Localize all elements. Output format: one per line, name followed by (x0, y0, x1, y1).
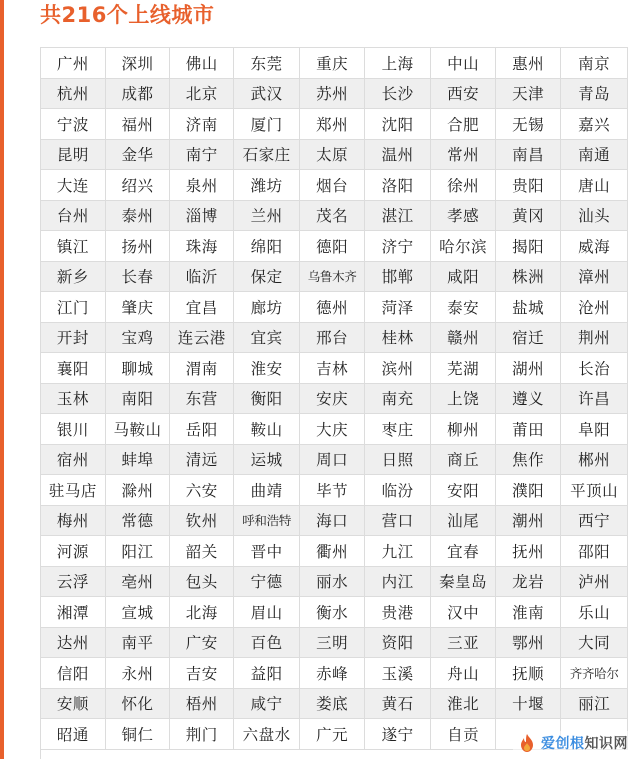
city-cell: 铜仁 (105, 719, 169, 750)
city-cell: 保定 (234, 261, 300, 292)
city-cell: 阜阳 (560, 414, 628, 445)
city-cell: 贵阳 (496, 170, 561, 201)
city-cell: 毕节 (299, 475, 365, 506)
table-row (41, 444, 628, 475)
city-cell: 泉州 (170, 170, 234, 201)
table-row (41, 536, 628, 567)
city-cell: 唐山 (560, 170, 628, 201)
city-cell: 上海 (365, 48, 431, 78)
table-row (41, 658, 628, 689)
city-cell: 南京 (560, 48, 628, 78)
city-cell: 常德 (105, 505, 169, 536)
city-cell: 海口 (299, 505, 365, 536)
city-cell: 深圳 (105, 48, 169, 78)
city-cell: 九江 (365, 536, 431, 567)
city-cell: 长治 (560, 353, 628, 384)
city-cell: 银川 (41, 414, 105, 445)
watermark (513, 731, 632, 755)
city-cell: 潮州 (496, 505, 561, 536)
table-row (41, 627, 628, 658)
city-cell: 贵港 (365, 597, 431, 628)
table-row (41, 170, 628, 201)
city-table (41, 48, 628, 750)
city-cell: 商丘 (430, 444, 496, 475)
city-cell: 德阳 (299, 231, 365, 262)
watermark-text (541, 733, 628, 753)
city-cell: 苏州 (299, 78, 365, 109)
city-cell: 芜湖 (430, 353, 496, 384)
city-cell: 河源 (41, 536, 105, 567)
city-cell: 潍坊 (234, 170, 300, 201)
city-cell: 淮北 (430, 688, 496, 719)
table-row (41, 292, 628, 323)
city-cell: 运城 (234, 444, 300, 475)
city-cell: 孝感 (430, 200, 496, 231)
city-cell: 镇江 (41, 231, 105, 262)
city-cell: 泰州 (105, 200, 169, 231)
city-cell: 厦门 (234, 109, 300, 140)
city-cell: 丽水 (299, 566, 365, 597)
page-title: 共216个上线城市 (40, 3, 215, 27)
city-cell: 大连 (41, 170, 105, 201)
table-row (41, 688, 628, 719)
city-cell: 马鞍山 (105, 414, 169, 445)
city-cell: 重庆 (299, 48, 365, 78)
city-cell: 珠海 (170, 231, 234, 262)
city-cell: 吉林 (299, 353, 365, 384)
city-cell: 梅州 (41, 505, 105, 536)
city-cell: 广安 (170, 627, 234, 658)
city-cell: 衡阳 (234, 383, 300, 414)
city-cell: 太原 (299, 139, 365, 170)
city-cell: 晋中 (234, 536, 300, 567)
city-cell: 许昌 (560, 383, 628, 414)
city-cell: 黄石 (365, 688, 431, 719)
city-cell: 梧州 (170, 688, 234, 719)
table-row (41, 597, 628, 628)
city-cell: 佛山 (170, 48, 234, 78)
city-cell: 泰安 (430, 292, 496, 323)
city-cell: 东莞 (234, 48, 300, 78)
city-cell: 玉林 (41, 383, 105, 414)
city-cell: 盐城 (496, 292, 561, 323)
city-cell: 邵阳 (560, 536, 628, 567)
city-cell: 咸阳 (430, 261, 496, 292)
city-cell: 郴州 (560, 444, 628, 475)
city-cell: 资阳 (365, 627, 431, 658)
city-cell: 临汾 (365, 475, 431, 506)
city-cell: 安阳 (430, 475, 496, 506)
city-cell: 绍兴 (105, 170, 169, 201)
city-cell: 丽江 (560, 688, 628, 719)
watermark-site: 知识网 (584, 736, 628, 752)
city-cell: 常州 (430, 139, 496, 170)
city-cell: 邢台 (299, 322, 365, 353)
city-cell: 吉安 (170, 658, 234, 689)
city-cell: 清远 (170, 444, 234, 475)
city-cell: 抚州 (496, 536, 561, 567)
city-cell: 茂名 (299, 200, 365, 231)
city-cell: 聊城 (105, 353, 169, 384)
city-cell: 岳阳 (170, 414, 234, 445)
city-cell: 沈阳 (365, 109, 431, 140)
city-cell: 上饶 (430, 383, 496, 414)
city-cell: 黄冈 (496, 200, 561, 231)
city-cell: 绵阳 (234, 231, 300, 262)
table-row (41, 475, 628, 506)
table-row (41, 566, 628, 597)
city-cell: 济宁 (365, 231, 431, 262)
city-cell: 青岛 (560, 78, 628, 109)
city-cell: 汕头 (560, 200, 628, 231)
city-cell: 渭南 (170, 353, 234, 384)
city-cell: 昭通 (41, 719, 105, 750)
watermark-brand: 爱创根 (541, 736, 585, 752)
city-cell: 亳州 (105, 566, 169, 597)
city-cell: 衡水 (299, 597, 365, 628)
city-cell: 信阳 (41, 658, 105, 689)
city-cell: 百色 (234, 627, 300, 658)
city-cell: 宣城 (105, 597, 169, 628)
city-cell: 东营 (170, 383, 234, 414)
city-cell: 襄阳 (41, 353, 105, 384)
city-cell: 杭州 (41, 78, 105, 109)
city-cell: 南阳 (105, 383, 169, 414)
city-cell: 廊坊 (234, 292, 300, 323)
city-cell: 驻马店 (41, 475, 105, 506)
city-cell: 曲靖 (234, 475, 300, 506)
city-cell: 临沂 (170, 261, 234, 292)
city-cell: 遂宁 (365, 719, 431, 750)
city-cell: 怀化 (105, 688, 169, 719)
city-cell: 湛江 (365, 200, 431, 231)
city-cell: 新乡 (41, 261, 105, 292)
city-cell: 成都 (105, 78, 169, 109)
city-cell: 宁德 (234, 566, 300, 597)
city-cell: 济南 (170, 109, 234, 140)
city-cell: 南宁 (170, 139, 234, 170)
table-row (41, 200, 628, 231)
city-cell: 舟山 (430, 658, 496, 689)
city-cell: 龙岩 (496, 566, 561, 597)
city-cell: 宜春 (430, 536, 496, 567)
city-cell: 遵义 (496, 383, 561, 414)
city-cell: 赤峰 (299, 658, 365, 689)
city-cell: 徐州 (430, 170, 496, 201)
city-cell: 南通 (560, 139, 628, 170)
city-cell: 郑州 (299, 109, 365, 140)
city-cell: 株洲 (496, 261, 561, 292)
city-cell: 湖州 (496, 353, 561, 384)
city-cell: 安顺 (41, 688, 105, 719)
city-cell: 三明 (299, 627, 365, 658)
city-cell: 齐齐哈尔 (560, 658, 628, 689)
city-cell: 衢州 (299, 536, 365, 567)
table-row (41, 505, 628, 536)
city-cell: 六盘水 (234, 719, 300, 750)
table-row (41, 78, 628, 109)
city-cell: 永州 (105, 658, 169, 689)
city-cell: 广州 (41, 48, 105, 78)
city-cell: 呼和浩特 (234, 505, 300, 536)
city-cell: 西安 (430, 78, 496, 109)
flame-logo-icon (517, 733, 537, 753)
city-cell: 长沙 (365, 78, 431, 109)
city-cell: 南充 (365, 383, 431, 414)
city-cell: 金华 (105, 139, 169, 170)
city-cell: 汕尾 (430, 505, 496, 536)
city-cell: 宜宾 (234, 322, 300, 353)
city-cell: 哈尔滨 (430, 231, 496, 262)
city-cell: 开封 (41, 322, 105, 353)
city-cell: 淄博 (170, 200, 234, 231)
city-cell: 宿州 (41, 444, 105, 475)
city-cell: 十堰 (496, 688, 561, 719)
city-cell: 中山 (430, 48, 496, 78)
city-cell: 濮阳 (496, 475, 561, 506)
city-cell: 昆明 (41, 139, 105, 170)
city-cell: 南昌 (496, 139, 561, 170)
city-cell: 无锡 (496, 109, 561, 140)
city-cell: 北京 (170, 78, 234, 109)
city-cell: 湘潭 (41, 597, 105, 628)
city-cell: 漳州 (560, 261, 628, 292)
city-cell: 六安 (170, 475, 234, 506)
city-cell: 平顶山 (560, 475, 628, 506)
city-cell: 抚顺 (496, 658, 561, 689)
city-cell: 阳江 (105, 536, 169, 567)
city-cell: 天津 (496, 78, 561, 109)
city-cell: 宜昌 (170, 292, 234, 323)
city-cell: 韶关 (170, 536, 234, 567)
city-cell: 嘉兴 (560, 109, 628, 140)
city-cell: 益阳 (234, 658, 300, 689)
table-row (41, 139, 628, 170)
city-cell: 大庆 (299, 414, 365, 445)
city-cell: 莆田 (496, 414, 561, 445)
city-cell: 焦作 (496, 444, 561, 475)
city-cell: 包头 (170, 566, 234, 597)
city-table-body (41, 48, 628, 749)
city-cell: 邯郸 (365, 261, 431, 292)
city-cell: 宿迁 (496, 322, 561, 353)
city-cell: 菏泽 (365, 292, 431, 323)
city-cell: 玉溪 (365, 658, 431, 689)
city-cell: 兰州 (234, 200, 300, 231)
city-cell: 洛阳 (365, 170, 431, 201)
city-cell: 娄底 (299, 688, 365, 719)
city-cell: 荆州 (560, 322, 628, 353)
city-cell: 乐山 (560, 597, 628, 628)
city-cell: 广元 (299, 719, 365, 750)
city-cell: 淮南 (496, 597, 561, 628)
table-row (41, 231, 628, 262)
city-cell: 德州 (299, 292, 365, 323)
city-cell: 汉中 (430, 597, 496, 628)
city-cell: 蚌埠 (105, 444, 169, 475)
city-cell: 三亚 (430, 627, 496, 658)
city-cell: 温州 (365, 139, 431, 170)
table-row (41, 48, 628, 78)
city-cell: 威海 (560, 231, 628, 262)
city-cell: 烟台 (299, 170, 365, 201)
table-row (41, 261, 628, 292)
city-cell: 自贡 (430, 719, 496, 750)
city-cell: 宁波 (41, 109, 105, 140)
accent-bar (0, 0, 4, 759)
city-cell: 石家庄 (234, 139, 300, 170)
city-cell: 荆门 (170, 719, 234, 750)
city-cell: 滁州 (105, 475, 169, 506)
city-cell: 大同 (560, 627, 628, 658)
city-cell: 日照 (365, 444, 431, 475)
city-cell: 肇庆 (105, 292, 169, 323)
city-cell: 鞍山 (234, 414, 300, 445)
city-cell: 扬州 (105, 231, 169, 262)
table-row (41, 109, 628, 140)
city-cell: 枣庄 (365, 414, 431, 445)
city-cell: 长春 (105, 261, 169, 292)
city-cell: 北海 (170, 597, 234, 628)
city-cell: 云浮 (41, 566, 105, 597)
city-cell: 鄂州 (496, 627, 561, 658)
city-cell: 江门 (41, 292, 105, 323)
city-cell: 眉山 (234, 597, 300, 628)
table-row (41, 353, 628, 384)
city-cell: 乌鲁木齐 (299, 261, 365, 292)
city-cell: 宝鸡 (105, 322, 169, 353)
city-cell: 淮安 (234, 353, 300, 384)
city-cell: 沧州 (560, 292, 628, 323)
city-cell: 钦州 (170, 505, 234, 536)
city-cell: 滨州 (365, 353, 431, 384)
city-table-container (40, 47, 628, 759)
city-cell: 赣州 (430, 322, 496, 353)
city-cell: 惠州 (496, 48, 561, 78)
city-cell: 泸州 (560, 566, 628, 597)
city-cell: 台州 (41, 200, 105, 231)
city-cell: 福州 (105, 109, 169, 140)
city-cell: 桂林 (365, 322, 431, 353)
city-cell: 内江 (365, 566, 431, 597)
city-cell: 周口 (299, 444, 365, 475)
city-cell: 南平 (105, 627, 169, 658)
table-row (41, 414, 628, 445)
city-cell: 合肥 (430, 109, 496, 140)
city-cell: 柳州 (430, 414, 496, 445)
city-cell: 营口 (365, 505, 431, 536)
table-row (41, 322, 628, 353)
city-cell: 武汉 (234, 78, 300, 109)
city-cell: 秦皇岛 (430, 566, 496, 597)
city-cell: 达州 (41, 627, 105, 658)
city-cell: 咸宁 (234, 688, 300, 719)
city-cell: 安庆 (299, 383, 365, 414)
city-cell: 揭阳 (496, 231, 561, 262)
city-cell: 西宁 (560, 505, 628, 536)
table-row (41, 383, 628, 414)
city-cell: 连云港 (170, 322, 234, 353)
